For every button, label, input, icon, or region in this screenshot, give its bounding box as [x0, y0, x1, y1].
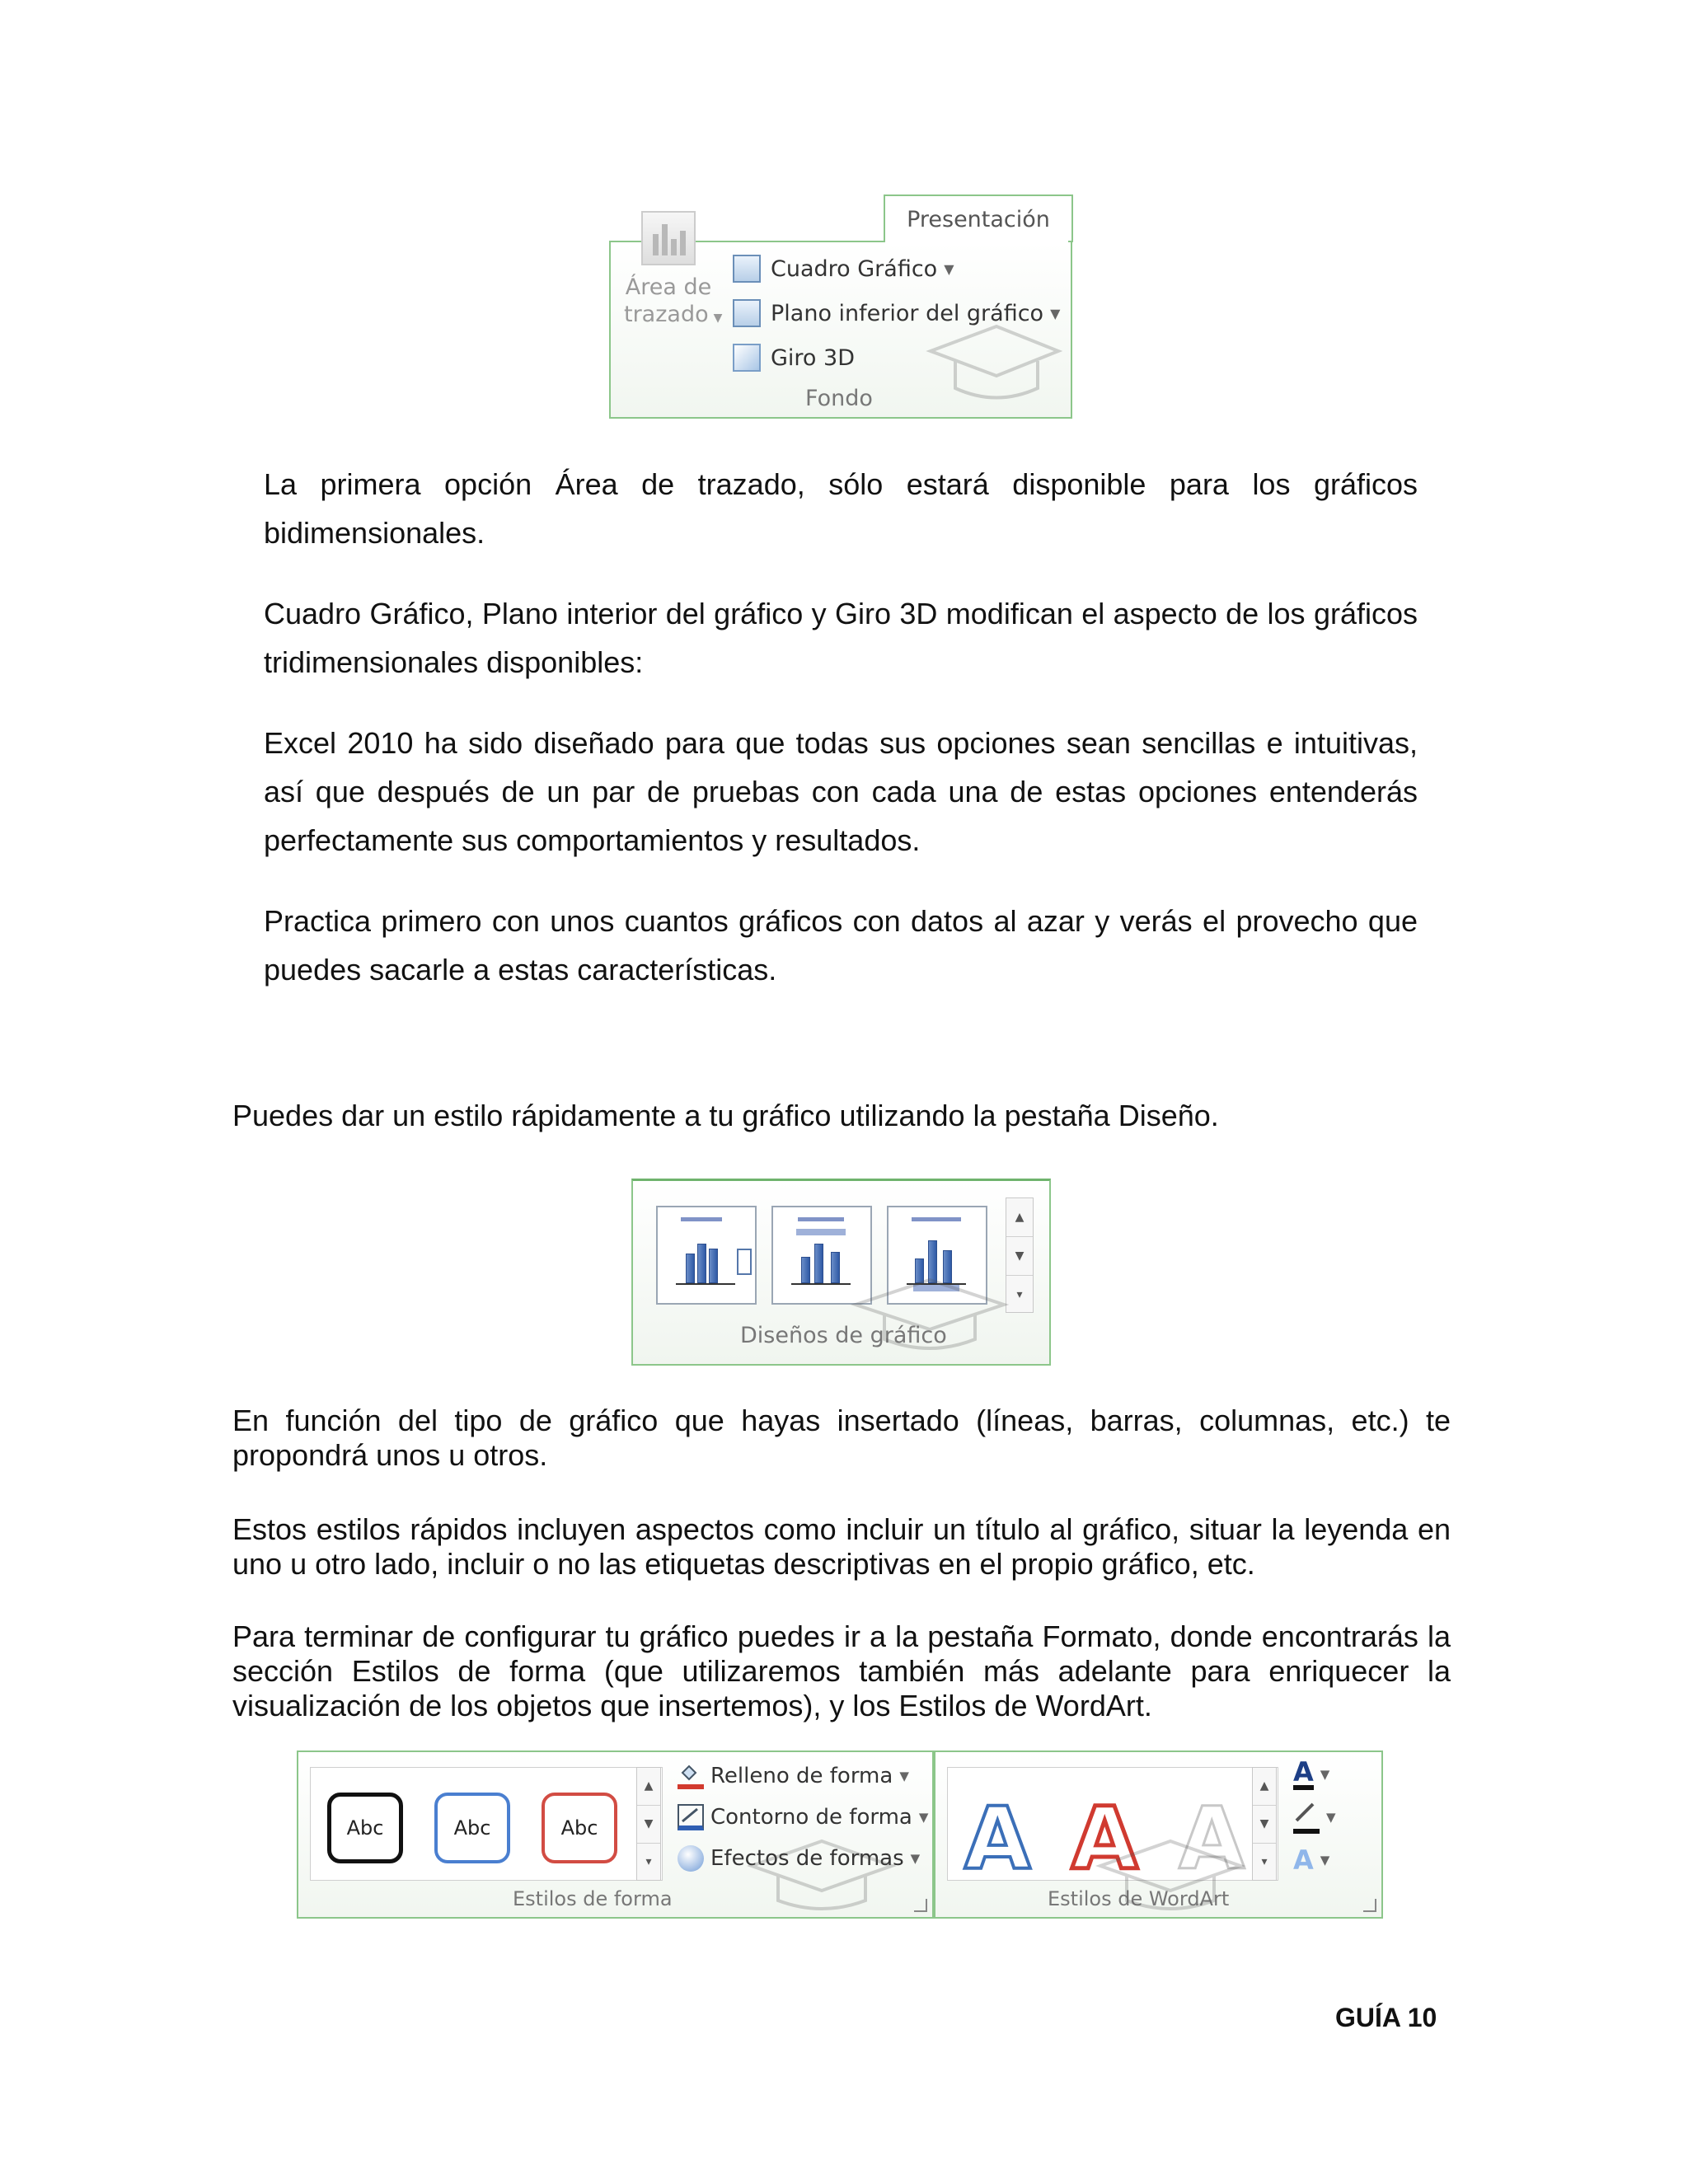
scroll-up-icon[interactable]: ▲ [637, 1768, 660, 1806]
paragraph-cuadro-grafico: Cuadro Gráfico, Plano interior del gráfico y Giro 3D modifican el aspecto de los gráficos tridimensionales disponibles: [264, 597, 1418, 679]
group-label-disenos: Diseños de gráfico [740, 1323, 947, 1348]
text-effects-button[interactable] [1293, 1843, 1329, 1877]
tab-presentacion[interactable] [884, 194, 1073, 242]
group-label-estilos-wordart: Estilos de WordArt [1048, 1887, 1230, 1910]
gallery-more-icon[interactable]: ▾ [1016, 1288, 1023, 1301]
chart-layout-thumbnail-1[interactable] [656, 1206, 757, 1305]
chart-floor-icon [733, 299, 761, 327]
group-label-estilos-forma: Estilos de forma [513, 1887, 673, 1910]
chart-area-icon [641, 211, 696, 265]
mortarboard-watermark-icon [743, 1835, 900, 1914]
ribbon-disenos-screenshot [631, 1179, 1051, 1366]
chevron-down-icon: ▼ [1320, 1853, 1330, 1868]
tab-gap [885, 239, 1068, 242]
paragraph-para-terminar: Para terminar de configurar tu gráfico puedes ir a la pestaña Formato, donde encontrarás la sección Estilos de forma (que utilizaremos también más adelante para enriquecer la visualización de los objetos que insertemos), y los Estilos de WordArt. [232, 1619, 1451, 1722]
gallery-more-icon[interactable]: ▾ [1261, 1855, 1268, 1868]
scroll-up-icon[interactable]: ▲ [1006, 1198, 1033, 1237]
contorno-label: Contorno de forma [710, 1805, 912, 1830]
text-fill-icon: A [1293, 1759, 1314, 1790]
shape-styles-gallery [310, 1767, 663, 1881]
area-label-line-1: Área de [625, 274, 712, 300]
giro-3d-button[interactable] [733, 341, 855, 374]
area-de-trazado-button[interactable] [624, 211, 723, 343]
plano-inferior-label: Plano inferior del gráfico [771, 300, 1044, 326]
page-footer: GUÍA 10 [1335, 2003, 1437, 2032]
scroll-down-icon[interactable]: ▼ [1006, 1237, 1033, 1276]
group-label-fondo: Fondo [805, 386, 873, 411]
gallery-more-icon[interactable]: ▾ [645, 1855, 652, 1868]
paragraph-estilos-rapidos: Estos estilos rápidos incluyen aspectos como incluir un título al gráfico, situar la leyenda en uno u otro lado, incluir o no las etiquetas descriptivas en el propio gráfico, etc. [232, 1512, 1451, 1581]
giro-3d-label: Giro 3D [771, 344, 856, 371]
text-fill-button[interactable] [1293, 1757, 1329, 1792]
chevron-down-icon: ▼ [1050, 305, 1061, 321]
ribbon-estilos-wordart [934, 1750, 1383, 1919]
cuadro-grafico-button[interactable] [733, 252, 954, 285]
shape-style-black[interactable] [327, 1793, 403, 1863]
chevron-down-icon: ▼ [918, 1810, 929, 1825]
wordart-style-blue-outline[interactable]: A [964, 1788, 1031, 1889]
shape-style-blue[interactable] [434, 1793, 510, 1863]
paragraph-practica: Practica primero con unos cuantos gráficos con datos al azar y verás el provecho que puedes sacarle a estas características. [264, 904, 1418, 987]
cuadro-grafico-label: Cuadro Gráfico [771, 255, 938, 282]
text-effects-icon: A [1293, 1844, 1314, 1876]
chevron-down-icon: ▼ [1326, 1810, 1336, 1825]
paint-bucket-icon [678, 1763, 704, 1789]
shape-style-label: Abc [560, 1816, 598, 1840]
area-label-line-2: trazado [624, 302, 709, 327]
wordart-gallery-scrollbar[interactable] [1252, 1767, 1277, 1881]
pen-outline-icon [678, 1804, 704, 1830]
mortarboard-watermark-icon [922, 318, 1062, 409]
chart-wall-icon [733, 255, 761, 283]
scroll-down-icon[interactable]: ▼ [637, 1806, 660, 1844]
cube-3d-icon [733, 344, 761, 372]
shape-style-label: Abc [346, 1816, 384, 1840]
shape-effects-icon [678, 1845, 704, 1872]
mortarboard-watermark-icon [1092, 1835, 1249, 1914]
dialog-launcher-icon[interactable] [914, 1899, 927, 1912]
wordart-style-gray[interactable]: A [1179, 1788, 1245, 1889]
shape-gallery-scrollbar[interactable] [636, 1767, 661, 1881]
chevron-down-icon: ▼ [944, 260, 954, 277]
shape-style-label: Abc [453, 1816, 491, 1840]
ribbon-fondo-screenshot [609, 194, 1072, 419]
paragraph-en-funcion: En función del tipo de gráfico que hayas insertado (líneas, barras, columnas, etc.) te propondrá unos u otros. [232, 1404, 1451, 1472]
chevron-down-icon: ▼ [899, 1769, 909, 1783]
chevron-down-icon: ▼ [713, 312, 723, 325]
paragraph-excel-2010: Excel 2010 ha sido diseñado para que todas sus opciones sean sencillas e intuitivas, así que después de un par de pruebas con cada una de estas opciones entenderás perfectamente sus comportamientos y resultados. [264, 726, 1418, 857]
efectos-label: Efectos de formas [710, 1846, 904, 1871]
scroll-down-icon[interactable]: ▼ [1253, 1806, 1276, 1844]
mortarboard-watermark-icon [847, 1272, 1012, 1354]
contorno-de-forma-button[interactable] [678, 1800, 928, 1835]
scroll-up-icon[interactable]: ▲ [1253, 1768, 1276, 1806]
wordart-style-red[interactable]: A [1071, 1788, 1138, 1889]
relleno-de-forma-button[interactable] [678, 1759, 909, 1793]
chevron-down-icon: ▼ [910, 1851, 921, 1866]
shape-style-red[interactable] [542, 1793, 617, 1863]
tab-presentacion-label: Presentación [907, 206, 1050, 232]
chevron-down-icon: ▼ [1320, 1767, 1330, 1782]
text-outline-pen-icon [1293, 1801, 1320, 1834]
paragraph-intro-diseno: Puedes dar un estilo rápidamente a tu gráfico utilizando la pestaña Diseño. [232, 1099, 1219, 1132]
ribbon-estilos-forma [297, 1750, 934, 1919]
paragraph-area-trazado: La primera opción Área de trazado, sólo estará disponible para los gráficos bidimensionales. [264, 467, 1418, 550]
dialog-launcher-icon[interactable] [1363, 1899, 1376, 1912]
text-outline-button[interactable] [1293, 1800, 1336, 1835]
relleno-label: Relleno de forma [710, 1764, 893, 1788]
